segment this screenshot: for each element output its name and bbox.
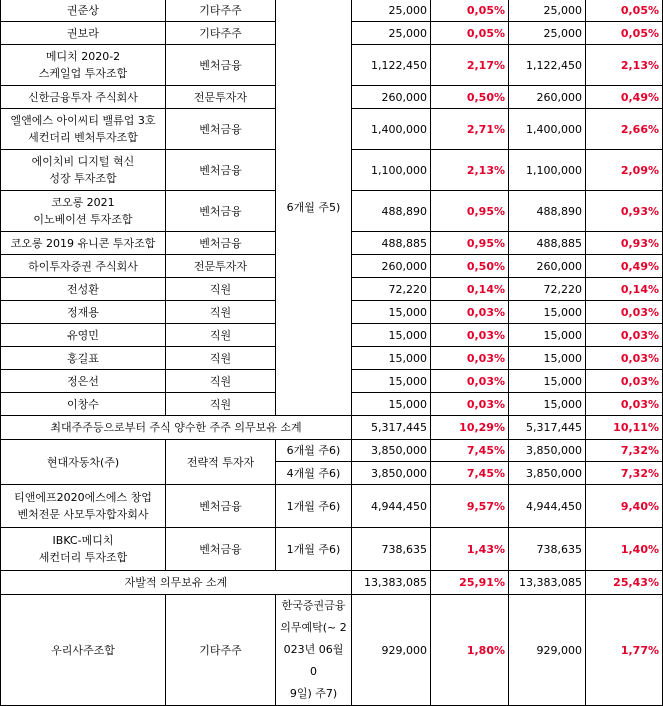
ratio-before: 0,05% [431, 0, 509, 22]
shares-after: 1,400,000 [509, 109, 586, 150]
shares-before: 1,122,450 [352, 45, 431, 86]
ratio-before: 7,45% [431, 440, 509, 462]
table-row [1, 416, 663, 440]
holder-type: 벤처금융 [166, 109, 276, 150]
holder-name: 권준상 [1, 0, 166, 22]
shares-after: 15,000 [509, 370, 586, 393]
shares-before: 4,944,450 [352, 485, 431, 528]
shares-after: 1,100,000 [509, 150, 586, 191]
ratio-before: 0,95% [431, 232, 509, 255]
holder-name: 유영민 [1, 324, 166, 347]
shares-before: 488,890 [352, 191, 431, 232]
shares-after: 260,000 [509, 86, 586, 109]
ratio-after: 0,05% [586, 0, 663, 22]
shares-before: 3,850,000 [352, 440, 431, 462]
holder-name: 현대자동차(주) [1, 440, 166, 485]
table-body [1, 0, 663, 706]
ratio-after: 0,03% [586, 393, 663, 416]
ratio-after: 2,09% [586, 150, 663, 191]
ratio-after: 1,77% [586, 595, 663, 706]
subtotal-label: 최대주주등으로부터 주식 양수한 주주 의무보유 소계 [1, 416, 352, 440]
ratio-after: 0,03% [586, 370, 663, 393]
shares-after: 488,890 [509, 191, 586, 232]
ratio-after: 0,49% [586, 255, 663, 278]
holder-type: 직원 [166, 324, 276, 347]
ratio-before: 0,50% [431, 86, 509, 109]
shares-after: 15,000 [509, 393, 586, 416]
shares-before: 72,220 [352, 278, 431, 301]
ratio-after: 2,13% [586, 45, 663, 86]
shares-after: 1,122,450 [509, 45, 586, 86]
holder-name: 하이투자증권 주식회사 [1, 255, 166, 278]
holder-name: 코오롱 2021 이노베이션 투자조합 [1, 191, 166, 232]
subtotal-shares-before: 13,383,085 [352, 571, 431, 595]
holder-name: 이창수 [1, 393, 166, 416]
shares-before: 15,000 [352, 393, 431, 416]
holder-name: 엘앤에스 아이씨티 밸류업 3호 세컨더리 벤처투자조합 [1, 109, 166, 150]
ratio-before: 1,43% [431, 528, 509, 571]
shares-after: 3,850,000 [509, 440, 586, 462]
shares-after: 4,944,450 [509, 485, 586, 528]
ratio-after: 0,03% [586, 347, 663, 370]
shares-before: 260,000 [352, 255, 431, 278]
ratio-before: 0,03% [431, 301, 509, 324]
shares-before: 3,850,000 [352, 462, 431, 485]
ratio-after: 0,03% [586, 301, 663, 324]
ratio-before: 0,95% [431, 191, 509, 232]
shares-before: 488,885 [352, 232, 431, 255]
subtotal-shares-after: 13,383,085 [509, 571, 586, 595]
lockup-period: 6개월 주5) [276, 0, 352, 416]
holder-type: 직원 [166, 301, 276, 324]
subtotal-label: 자발적 의무보유 소계 [1, 571, 352, 595]
table-row [1, 595, 663, 706]
subtotal-shares-before: 5,317,445 [352, 416, 431, 440]
lockup-period: 4개월 주6) [276, 462, 352, 485]
table-row [1, 571, 663, 595]
holder-type: 벤처금융 [166, 191, 276, 232]
subtotal-ratio-after: 25,43% [586, 571, 663, 595]
shares-after: 260,000 [509, 255, 586, 278]
shares-after: 488,885 [509, 232, 586, 255]
holder-name: 우리사주조합 [1, 595, 166, 706]
ratio-before: 0,05% [431, 22, 509, 45]
lockup-period: 1개월 주6) [276, 485, 352, 528]
ratio-after: 7,32% [586, 462, 663, 485]
holder-name: 신한금융투자 주식회사 [1, 86, 166, 109]
table-row [1, 0, 663, 22]
lockup-period: 1개월 주6) [276, 528, 352, 571]
ratio-after: 9,40% [586, 485, 663, 528]
ratio-before: 0,14% [431, 278, 509, 301]
holder-name: 메디치 2020-2 스케일업 투자조합 [1, 45, 166, 86]
holder-type: 벤처금융 [166, 528, 276, 571]
shares-before: 1,100,000 [352, 150, 431, 191]
table-row [1, 485, 663, 528]
shares-after: 25,000 [509, 0, 586, 22]
holder-type: 전문투자자 [166, 255, 276, 278]
holder-type: 벤처금융 [166, 45, 276, 86]
lockup-period: 6개월 주6) [276, 440, 352, 462]
shares-after: 72,220 [509, 278, 586, 301]
ratio-before: 2,17% [431, 45, 509, 86]
shares-before: 260,000 [352, 86, 431, 109]
ratio-after: 7,32% [586, 440, 663, 462]
holder-type: 기타주주 [166, 595, 276, 706]
holder-type: 기타주주 [166, 22, 276, 45]
shares-before: 1,400,000 [352, 109, 431, 150]
shares-after: 25,000 [509, 22, 586, 45]
ratio-before: 0,03% [431, 347, 509, 370]
shares-after: 15,000 [509, 347, 586, 370]
holder-name: 정재용 [1, 301, 166, 324]
ratio-before: 0,03% [431, 370, 509, 393]
subtotal-ratio-after: 10,11% [586, 416, 663, 440]
holder-name: 정은선 [1, 370, 166, 393]
shares-after: 738,635 [509, 528, 586, 571]
shares-before: 929,000 [352, 595, 431, 706]
holder-type: 벤처금융 [166, 232, 276, 255]
subtotal-ratio-before: 25,91% [431, 571, 509, 595]
holder-name: 전성환 [1, 278, 166, 301]
holder-type: 직원 [166, 370, 276, 393]
ratio-after: 0,14% [586, 278, 663, 301]
holder-type: 벤처금융 [166, 485, 276, 528]
holder-type: 기타주주 [166, 0, 276, 22]
holder-type: 벤처금융 [166, 150, 276, 191]
subtotal-shares-after: 5,317,445 [509, 416, 586, 440]
holder-name: 홍길표 [1, 347, 166, 370]
holder-type: 직원 [166, 393, 276, 416]
subtotal-ratio-before: 10,29% [431, 416, 509, 440]
shares-after: 3,850,000 [509, 462, 586, 485]
ratio-after: 0,49% [586, 86, 663, 109]
shares-after: 15,000 [509, 324, 586, 347]
shares-before: 25,000 [352, 0, 431, 22]
ratio-before: 7,45% [431, 462, 509, 485]
holder-name: 코오롱 2019 유니콘 투자조합 [1, 232, 166, 255]
ratio-after: 0,05% [586, 22, 663, 45]
ratio-before: 0,03% [431, 324, 509, 347]
ratio-after: 0,93% [586, 191, 663, 232]
shares-before: 738,635 [352, 528, 431, 571]
shares-before: 15,000 [352, 301, 431, 324]
shares-before: 15,000 [352, 370, 431, 393]
ratio-before: 0,03% [431, 393, 509, 416]
ratio-before: 1,80% [431, 595, 509, 706]
ratio-after: 0,03% [586, 324, 663, 347]
ratio-after: 0,93% [586, 232, 663, 255]
ratio-before: 9,57% [431, 485, 509, 528]
table-row [1, 440, 663, 462]
shares-before: 15,000 [352, 347, 431, 370]
holder-name: 티앤에프2020에스에스 창업 벤처전문 사모투자합자회사 [1, 485, 166, 528]
holder-name: IBKC-메디치 세컨더리 투자조합 [1, 528, 166, 571]
holder-type: 전문투자자 [166, 86, 276, 109]
holder-name: 에이치비 디지털 혁신 성장 투자조합 [1, 150, 166, 191]
shares-after: 15,000 [509, 301, 586, 324]
ratio-before: 2,13% [431, 150, 509, 191]
ratio-before: 2,71% [431, 109, 509, 150]
holder-name: 권보라 [1, 22, 166, 45]
holder-type: 직원 [166, 347, 276, 370]
ratio-before: 0,50% [431, 255, 509, 278]
ratio-after: 1,40% [586, 528, 663, 571]
shares-before: 25,000 [352, 22, 431, 45]
holder-type: 직원 [166, 278, 276, 301]
ratio-after: 2,66% [586, 109, 663, 150]
holder-type: 전략적 투자자 [166, 440, 276, 485]
table-row [1, 528, 663, 571]
lockup-period: 한국증권금융 의무예탁(~ 2 023년 06월 0 9일) 주7) [276, 595, 352, 706]
shares-after: 929,000 [509, 595, 586, 706]
shares-before: 15,000 [352, 324, 431, 347]
